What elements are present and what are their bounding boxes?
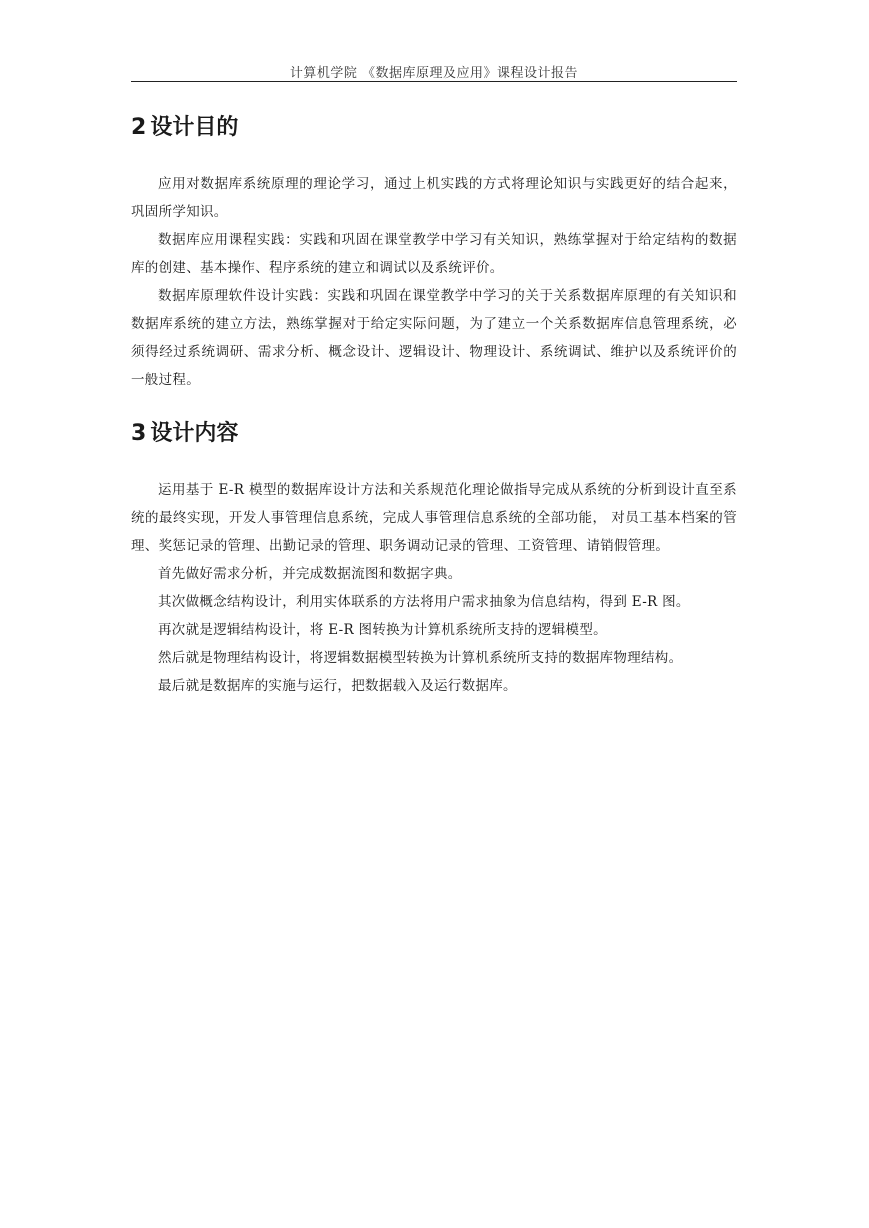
document-body [131,110,737,700]
paragraph: 首先做好需求分析，并完成数据流图和数据字典。 [158,566,462,582]
section-number: 2 [131,115,147,140]
section-title: 设计内容 [150,421,239,446]
paragraph: 最后就是数据库的实施与运行，把数据载入及运行数据库。 [158,678,517,694]
paragraph: 运用基于 E-R 模型的数据库设计方法和关系规范化理论做指导完成从系统的分析到设计直至系统的最终实现，开发人事管理信息系统，完成人事管理信息系统的全部功能， 对员工基本档案的管理、奖惩记录的管理、出勤记录的管理、职务调动记录的管理、工资管理、请销假管理。 [131,482,737,554]
paragraph: 再次就是逻辑结构设计，将 E-R 图转换为计算机系统所支持的逻辑模型。 [158,622,607,638]
paragraph: 数据库应用课程实践：实践和巩固在课堂教学中学习有关知识，熟练掌握对于给定结构的数据库的创建、基本操作、程序系统的建立和调试以及系统评价。 [131,232,737,276]
paragraph: 应用对数据库系统原理的理论学习，通过上机实践的方式将理论知识与实践更好的结合起来，巩固所学知识。 [131,176,737,220]
paragraph: 其次做概念结构设计，利用实体联系的方法将用户需求抽象为信息结构，得到 E-R 图。 [158,594,690,610]
section-heading [131,110,737,146]
section-title: 设计目的 [150,115,239,140]
section-design-purpose [131,110,737,394]
paragraph: 数据库原理软件设计实践：实践和巩固在课堂教学中学习的关于关系数据库原理的有关知识和数据库系统的建立方法，熟练掌握对于给定实际问题，为了建立一个关系数据库信息管理系统，必须得经过系统调研、需求分析、概念设计、逻辑设计、物理设计、系统调试、维护以及系统评价的一般过程。 [131,288,737,388]
page-header: 计算机学院 《数据库原理及应用》课程设计报告 [289,66,579,81]
paragraph: 然后就是物理结构设计，将逻辑数据模型转换为计算机系统所支持的数据库物理结构。 [158,650,683,666]
header-rule [131,81,737,82]
section-number: 3 [131,421,147,446]
section-heading [131,416,737,452]
section-design-content [131,416,737,700]
